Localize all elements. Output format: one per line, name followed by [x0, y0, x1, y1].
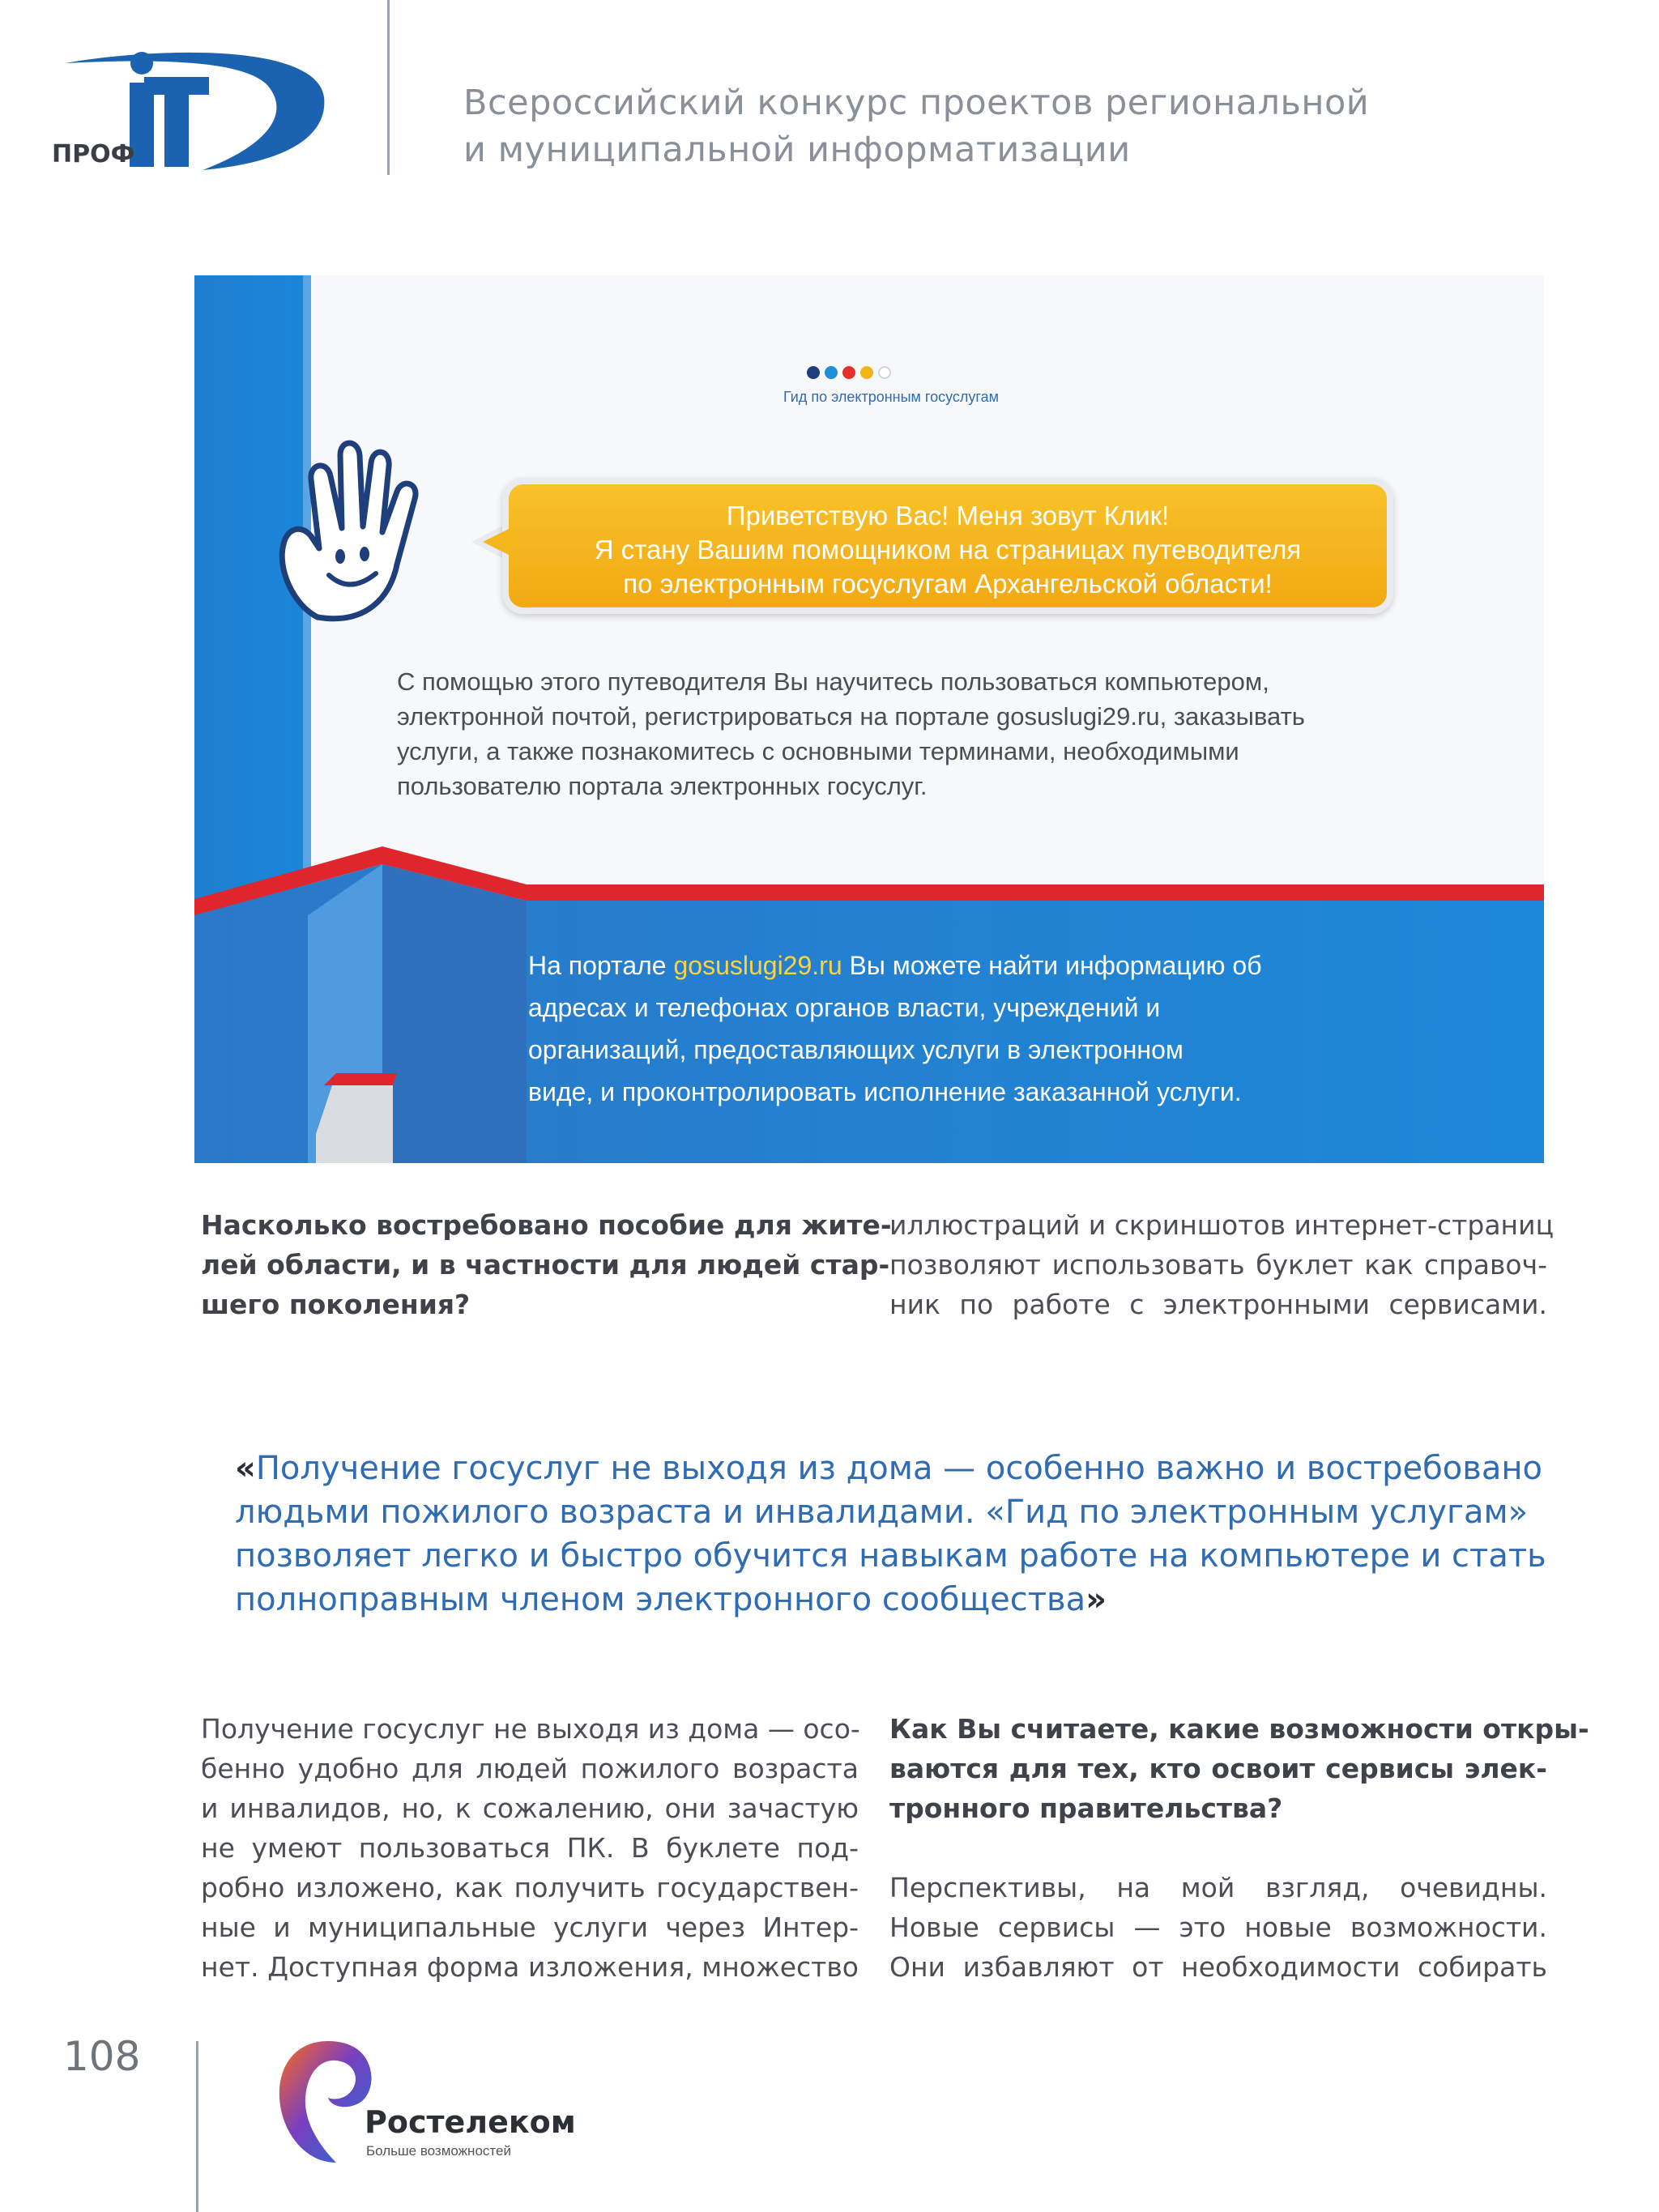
dot-red [842, 366, 855, 379]
pull-quote: «Получение госуслуг не выходя из дома — особенно важно и востребовано людьми пожилого возраста и инвалидами. «Гид по электронным услугам» позволяет легко и быстро обучится навыкам работе на компьютере и стать полноправным членом электронного сообщества» [235, 1450, 1546, 1618]
booklet-illustration [194, 275, 1544, 1163]
header-divider [387, 0, 390, 175]
quote-open-mark: « [235, 1450, 256, 1487]
dot-blue [825, 366, 838, 379]
hand-mascot-icon [269, 423, 455, 633]
bubble-tail-fill [483, 528, 510, 556]
page-number: 108 [63, 2033, 141, 2080]
interview-question-2: Как Вы считаете, какие возможности откры- ваются для тех, кто освоит сервисы элек- тронного правительства? [889, 1713, 1589, 1824]
brand-name: Ростелеком [365, 2104, 576, 2140]
brand-dots [807, 366, 891, 379]
interview-question-1: Насколько востребовано пособие для жите- лей области, и в частности для людей стар- шего поколения? [201, 1209, 892, 1320]
dot-white [878, 366, 891, 379]
dot-yellow [860, 366, 873, 379]
answer-1-continuation: иллюстраций и скриншотов интернет-страниц позволяют использовать буклет как справоч- ник по работе с электронными сервисами. [889, 1209, 1555, 1320]
answer-2-text: Перспективы, на мой взгляд, очевидны. Новые сервисы — это новые возможности. Они избавляют от необходимости собирать [889, 1872, 1547, 1983]
booklet-portal-text: На портале gosuslugi29.ru Вы можете найти информацию об адресах и телефонах органов власти, учреждений и организаций, предоставляющих услуги в электронном виде, и проконтролировать исполнение заказанной услуги. [528, 951, 1262, 1106]
dot-navy [807, 366, 820, 379]
footer-divider [196, 2041, 198, 2212]
quote-close-mark: » [1085, 1581, 1107, 1618]
speech-bubble: Приветствую Вас! Меня зовут Клик! Я стану Вашим помощником на страницах путеводителя по электронным госуслугам Архангельской области! [502, 478, 1393, 614]
answer-1-text: Получение госуслуг не выходя из дома — осо- бенно удобно для людей пожилого возраста и инвалидов, но, к сожалению, они зачастую не умеют пользоваться ПК. В буклете под- робно изложено, как получить государствен- ные и муниципальные услуги через Интер- нет. Доступная форма изложения, множество [201, 1713, 860, 1983]
brand-slogan: Больше возможностей [366, 2143, 511, 2159]
proit-logo [49, 40, 340, 178]
header-title: Всероссийский конкурс проектов региональной и муниципальной информатизации [463, 83, 1370, 170]
svg-text:ПРОФ: ПРОФ [52, 140, 135, 168]
guide-label: Гид по электронным госуслугам [783, 389, 999, 405]
booklet-intro-text: С помощью этого путеводителя Вы научитесь пользоваться компьютером, электронной почтой, регистрироваться на портале gosuslugi29.ru, заказывать услуги, а также познакомитесь с основными терминами, необходимыми пользователю портала электронных госуслуг. [397, 667, 1305, 800]
portal-link: gosuslugi29.ru [673, 951, 842, 980]
